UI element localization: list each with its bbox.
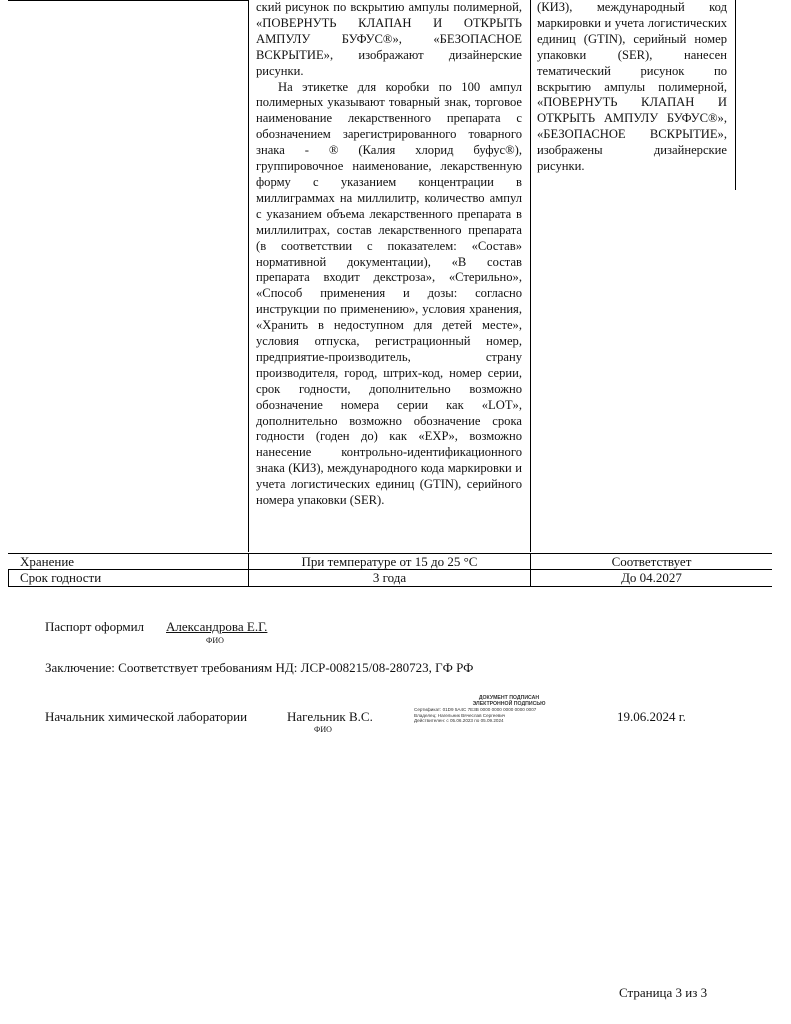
row-storage-result: Соответствует: [611, 554, 692, 569]
stamp-title-2: ЭЛЕКТРОННОЙ ПОДПИСЬЮ: [472, 700, 546, 707]
passport-label: Паспорт оформил: [45, 619, 145, 634]
stamp-title-1: ДОКУМЕНТ ПОДПИСАН: [478, 695, 540, 701]
row-separator-3: [8, 586, 772, 587]
row-storage-requirement: При температуре от 15 до 25 °C: [301, 554, 478, 569]
signer-position: Начальник химической лаборатории: [45, 709, 248, 724]
row-left-border: [8, 569, 9, 587]
table-col-border-3: [735, 0, 736, 190]
stamp-owner: Владелец: Нагельник Вячеслав Сергеевич: [414, 712, 506, 718]
row-shelf-life-requirement: 3 года: [372, 570, 407, 585]
result-paragraph: (КИЗ), международный код маркировки и учета логистических единиц (GTIN), серийный номер упаковки (SER), нанесен тематический рисунок по вскрытию ампулы полимерной, «ПОВЕРНУТЬ КЛАПАН И ОТКРЫТЬ АМПУЛУ БУФУС®», «БЕЗОПАСНОЕ ВСКРЫТИЕ», изображены дизайнерские рисунки.: [537, 0, 727, 174]
table-result-cell: [537, 0, 727, 175]
requirement-paragraph-2: На этикетке для коробки по 100 ампул полимерных указывают товарный знак, торговое наименование лекарственного препарата с обозначением зарегистрированного товарного знака - ® (Калия хлорид буфус®), группировочное наименование, лекарственную форму с указанием концентрации в миллиграммах на миллилитр, количество ампул с указанием объема лекарственного препарата в миллилитрах, состав лекарственного препарата (в соответствии с показателем: «Состав» нормативной документации), «В состав препарата входит декстроза», «Стерильно», «Способ применения и дозы: согласно инструкции по применению», условия хранения, «Хранить в недоступном для детей месте», условия отпуска, регистрационный номер, предприятие-производитель, страну производителя, город, штрих-код, номер серии, срок годности, дополнительно возможно обозначение номера серии как «LOT», дополнительно возможно обозначение срока годности (годен до) как «EXP», возможно нанесение контрольно-идентификационного знака (КИЗ), международного кода маркировки и учета логистических единиц (GTIN), серийного номера упаковки (SER).: [256, 79, 522, 508]
passport-fio-caption: ФИО: [206, 636, 224, 645]
signature-date: 19.06.2024 г.: [617, 709, 686, 724]
table-col-border-1: [248, 0, 249, 552]
signer-name: Нагельник В.С.: [287, 709, 373, 724]
table-top-border: [8, 0, 248, 1]
table-col-border-2: [530, 0, 531, 552]
stamp-validity: Действителен: с 05.06.2023 по 05.09.2024: [414, 718, 504, 724]
requirement-paragraph-1: ский рисунок по вскрытию ампулы полимерной, «ПОВЕРНУТЬ КЛАПАН И ОТКРЫТЬ АМПУЛУ БУФУС®», «БЕЗОПАСНОЕ ВСКРЫТИЕ», изображают дизайнерские рисунки.: [256, 0, 522, 78]
signer-fio-caption: ФИО: [314, 725, 332, 734]
page-number: Страница 3 из 3: [619, 985, 708, 1000]
table-requirement-cell: [256, 0, 522, 509]
row-shelf-life-result: До 04.2027: [621, 570, 682, 585]
row-shelf-life-parameter: Срок годности: [20, 570, 102, 585]
row-storage-parameter: Хранение: [20, 554, 75, 569]
electronic-signature-stamp: [414, 696, 604, 724]
passport-name: Александрова Е.Г.: [166, 619, 268, 634]
conclusion: Заключение: Соответствует требованиям НД: ЛСР-008215/08-280723, ГФ РФ: [45, 660, 474, 675]
stamp-certificate: Сертификат: 01D9 5A4C 7E3B 0000 0000 0000 0000 0007: [414, 707, 537, 713]
